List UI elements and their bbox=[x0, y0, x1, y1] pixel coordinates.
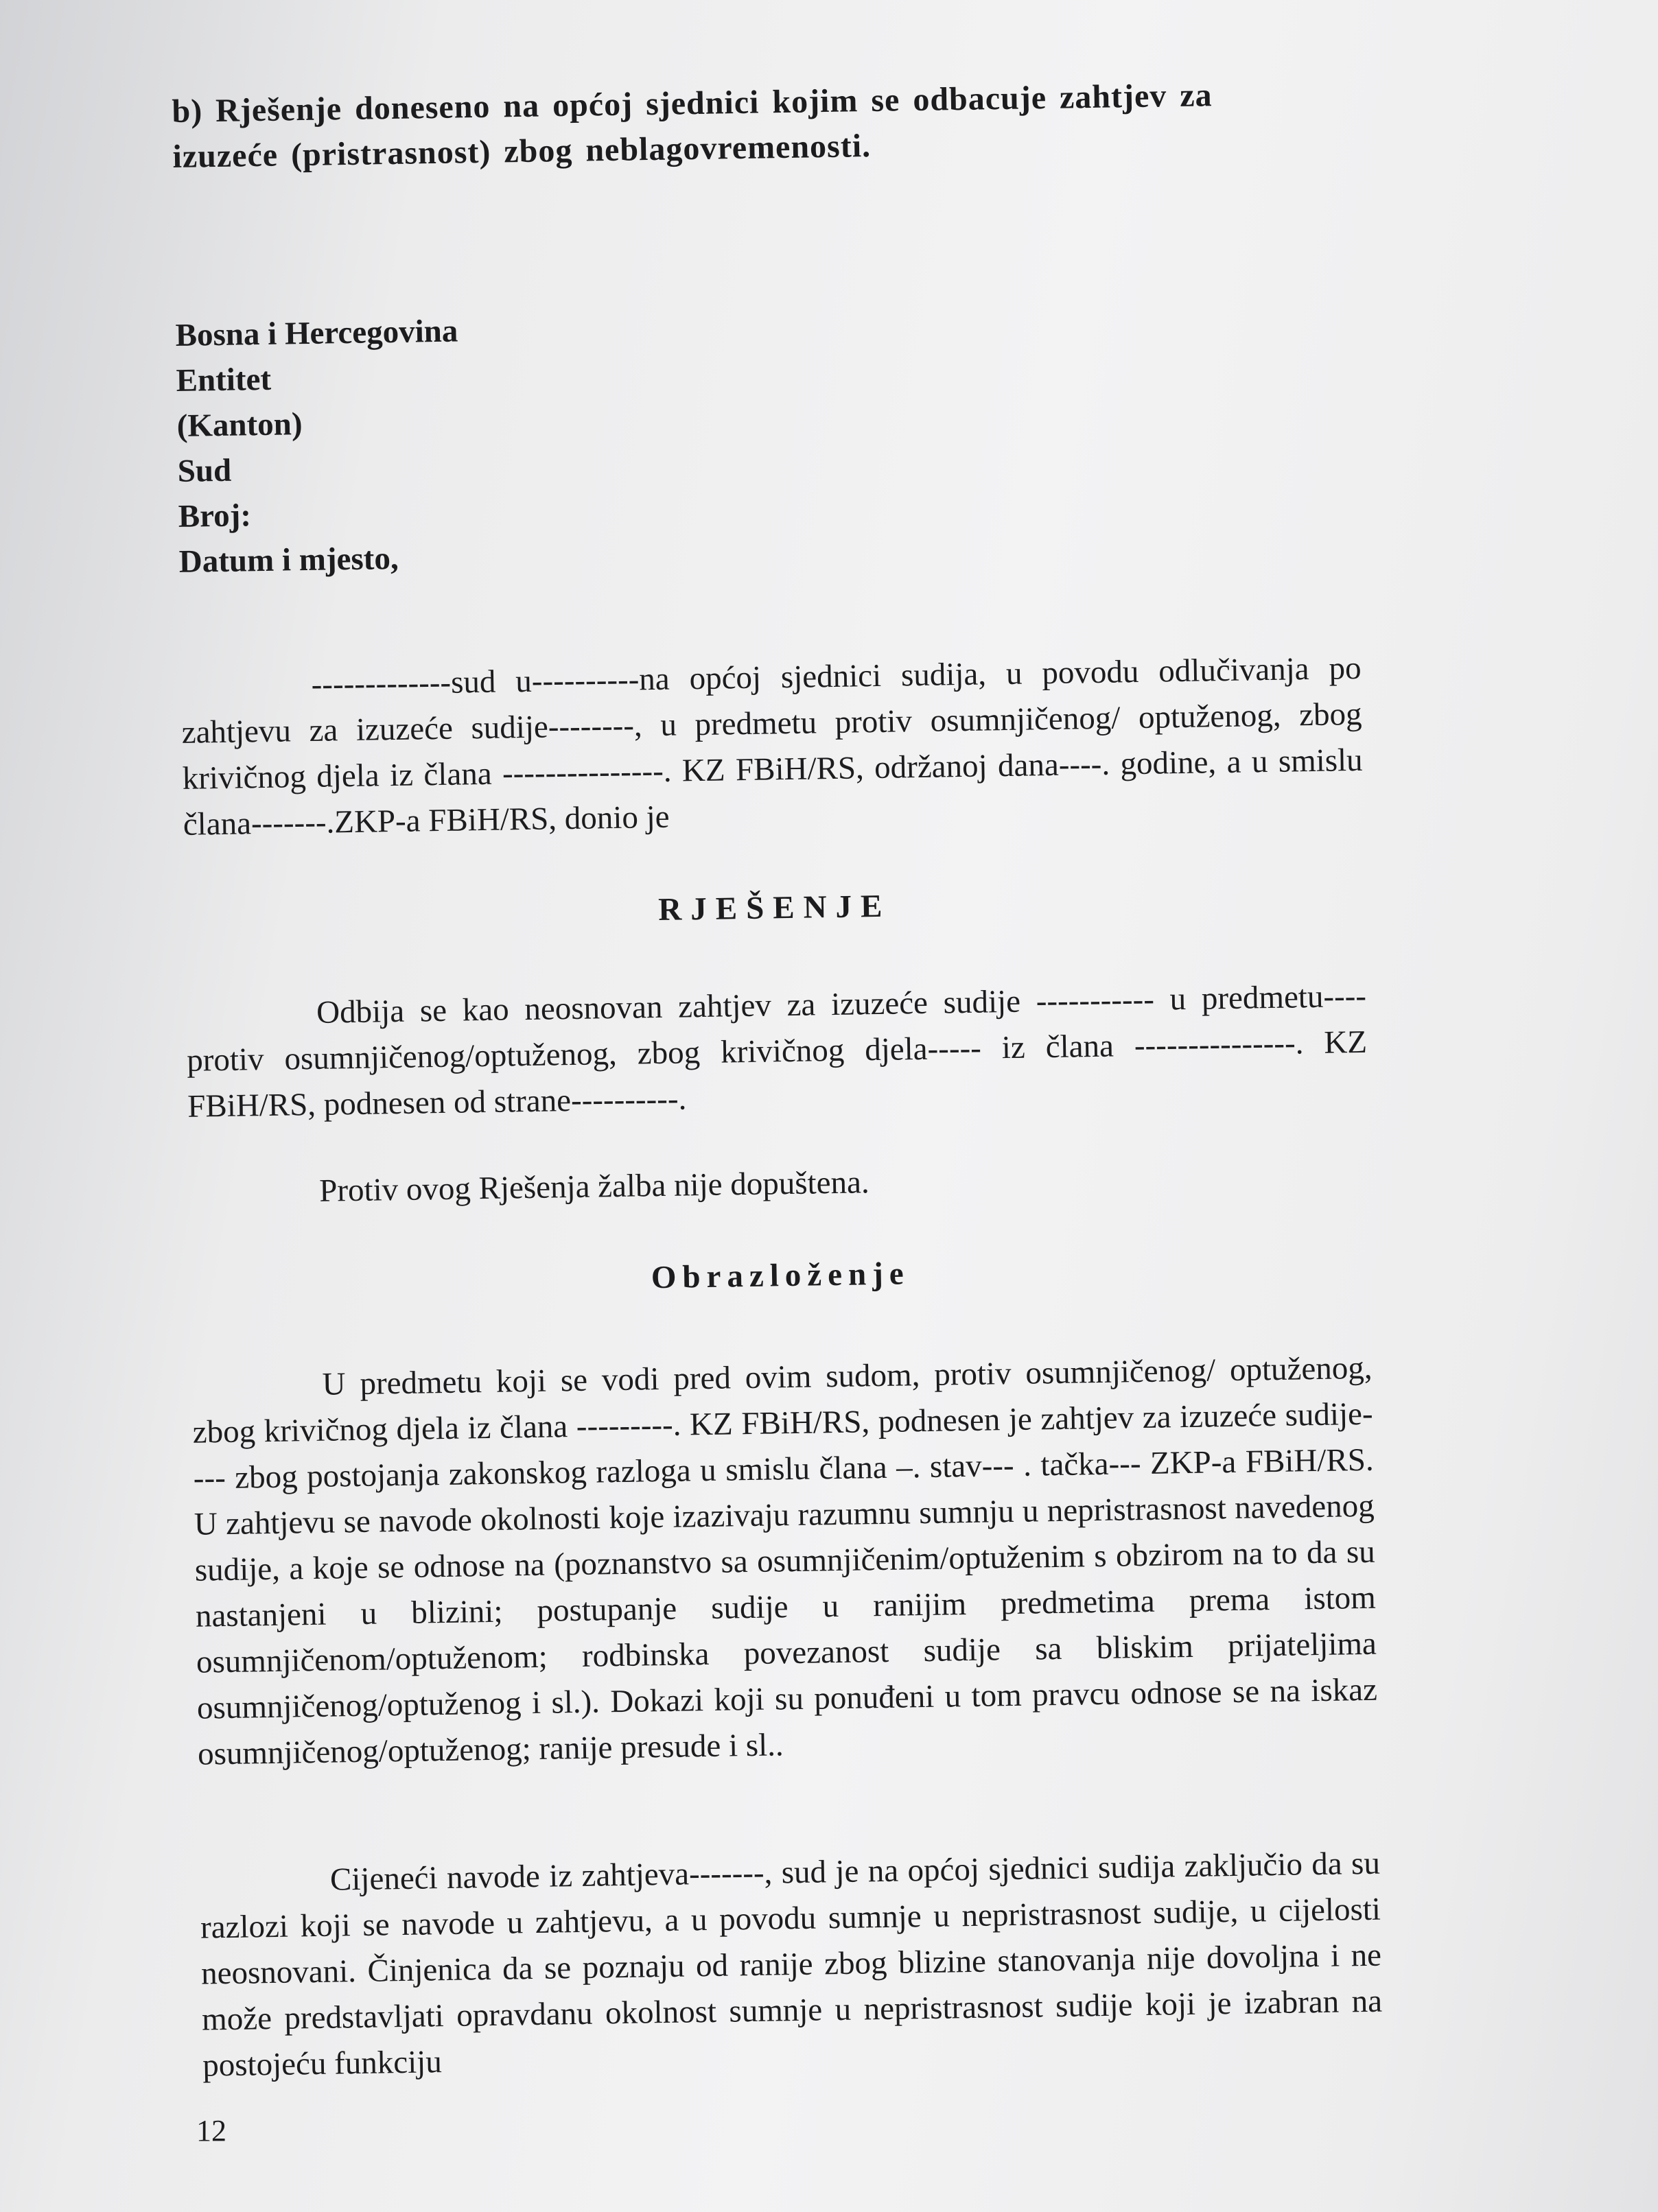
section-heading-line-1: b) Rješenje doneseno na općoj sjednici kojim se odbacuje zahtjev za bbox=[172, 77, 1213, 130]
header-number: Broj: bbox=[178, 497, 252, 534]
reasoning-paragraph-2: Cijeneći navode iz zahtjeva-------, sud je na općoj sjednici sudija zaključio da su razlozi koji se navode u zahtjevu, a u povodu sumnje u nepristrasnost sudije, u cijelosti neosnovani. Činjenica da se poznaju od ranije zbog blizine stanovanja nije dovoljna i ne može predstavljati opravdanu okolnost sumnje u nepristrasnost sudije koji je izabran na postojeću funkciju bbox=[200, 1845, 1383, 2084]
appeal-note: Protiv ovog Rješenja žalba nije dopuštena. bbox=[318, 1164, 869, 1209]
header-country: Bosna i Hercegovina bbox=[175, 313, 458, 353]
header-court: Sud bbox=[177, 452, 232, 489]
header-canton: (Kanton) bbox=[176, 406, 303, 444]
reasoning-title: Obrazloženje bbox=[651, 1256, 911, 1296]
header-entity: Entitet bbox=[176, 361, 272, 399]
reasoning-paragraph-1: U predmetu koji se vodi pred ovim sudom, protiv osumnjičenog/ optuženog, zbog krivičnog djela iz člana ---------. KZ FBiH/RS, podnesen je zahtjev za izuzeće sudije---- zbog postojanja zakonskog razloga u smislu člana –. stav--- . tačka--- ZKP-a FBiH/RS. U zahtjevu se navode okolnosti koje izazivaju razumnu sumnju u nepristrasnost navedenog sudije, a koje se odnose na (poznanstvo sa osumnjičenim/optuženim s obzirom na to da su nastanjeni u blizini; postupanje sudije u ranijim predmetima prema istom osumnjičenom/optuženom; rodbinska povezanost sudije sa bliskim prijateljima osumnjičenog/optuženog i sl.). Dokazi koji su ponuđeni u tom pravcu odnose se na iskaz osumnjičenog/optuženog; ranije presude i sl.. bbox=[192, 1350, 1378, 1772]
document-body bbox=[172, 71, 1383, 2084]
section-heading bbox=[172, 71, 1340, 180]
ruling-paragraph: Odbija se kao neosnovan zahtjev za izuzeće sudije ----------- u predmetu---- protiv osumnjičenog/optuženog, zbog krivičnog djela----- iz člana ---------------. KZ FBiH/RS, podnesen od strane----------. bbox=[186, 978, 1368, 1125]
page-number: 12 bbox=[196, 2114, 226, 2148]
court-header-block bbox=[175, 308, 462, 584]
intro-paragraph: -------------sud u----------na općoj sjednici sudija, u povodu odlučivanja po zahtjevu za izuzeće sudije--------, u predmetu protiv osumnjičenog/ optuženog, zbog krivičnog djela iz člana ---------------. KZ FBiH/RS, održanoj dana----. godine, a u smislu člana-------.ZKP-a FBiH/RS, donio je bbox=[181, 650, 1363, 843]
header-date-place: Datum i mjesto, bbox=[178, 540, 399, 580]
section-heading-line-2: izuzeće (pristrasnost) zbog neblagovremenosti. bbox=[172, 128, 872, 175]
ruling-title: RJEŠENJE bbox=[657, 888, 891, 928]
